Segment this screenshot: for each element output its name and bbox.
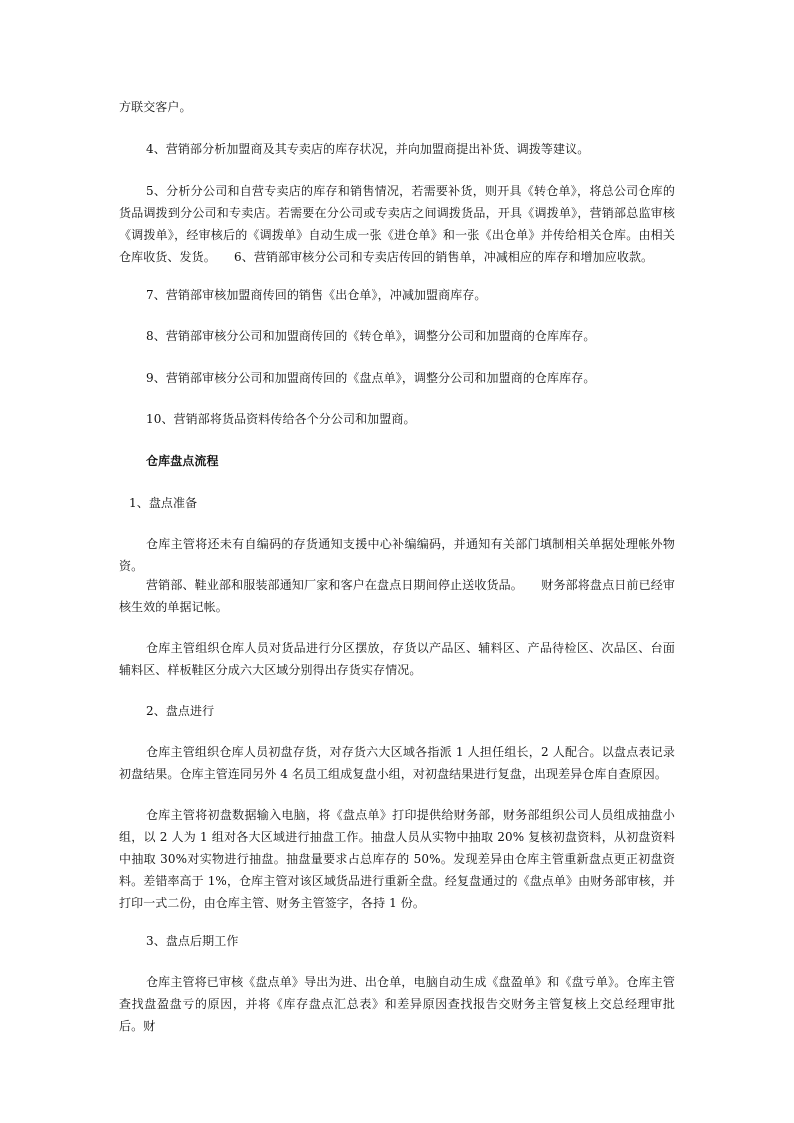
section-heading: 仓库盘点流程 (146, 454, 219, 468)
subheading-post-work: 3、盘点后期工作 (146, 934, 239, 948)
subheading-preparation: 1、盘点准备 (129, 496, 198, 510)
paragraph-preparation-3: 仓库主管组织仓库人员对货品进行分区摆放，存货以产品区、辅料区、产品待检区、次品区、台面辅料区、样板鞋区分成六大区域分别得出存货实存情况。 (119, 641, 675, 677)
paragraph-execution-1: 仓库主管组织仓库人员初盘存货，对存货六大区域各指派 1 人担任组长，2 人配合。以盘点表记录初盘结果。仓库主管连同另外 4 名员工组成复盘小组，对初盘结果进行复盘，出现差异仓库自查原因。 (119, 745, 675, 781)
paragraph-item-9: 9、营销部审核分公司和加盟商传回的《盘点单》，调整分公司和加盟商的仓库库存。 (146, 371, 596, 385)
paragraph-continuation: 方联交客户。 (119, 100, 192, 114)
paragraph-post-work-1: 仓库主管将已审核《盘点单》导出为进、出仓单，电脑自动生成《盘盈单》和《盘亏单》。仓库主管查找盘盈盘亏的原因，并将《库存盘点汇总表》和差异原因查找报告交财务主管复核上交总经理审批后。财 (119, 975, 675, 1033)
paragraph-item-10: 10、营销部将货品资料传给各个分公司和加盟商。 (146, 412, 416, 426)
paragraph-item-4: 4、营销部分析加盟商及其专卖店的库存状况，并向加盟商提出补货、调拨等建议。 (146, 142, 590, 156)
paragraph-item-8: 8、营销部审核分公司和加盟商传回的《转仓单》，调整分公司和加盟商的仓库库存。 (146, 329, 596, 343)
paragraph-preparation-1: 仓库主管将还未有自编码的存货通知支援中心补编编码，并通知有关部门填制相关单据处理帐外物资。 (119, 537, 675, 573)
paragraph-execution-2: 仓库主管将初盘数据输入电脑，将《盘点单》打印提供给财务部，财务部组织公司人员组成抽盘小组，以 2 人为 1 组对各大区域进行抽盘工作。抽盘人员从实物中抽取 20% 复核初盘资料，从初盘资料中抽取 30%对实物进行抽盘。抽盘量要求占总库存的 50%。发现差异由仓库主管重新盘点更正初盘资料。差错率高于 1%，仓库主管对该区域货品进行重新全盘。经复盘通过的《盘点单》由财务部审核，并打印一式二份，由仓库主管、财务主管签字，各持 1 份。 (119, 808, 675, 910)
paragraph-preparation-2: 营销部、鞋业部和服装部通知厂家和客户在盘点日期间停止送收货品。 财务部将盘点日前已经审核生效的单据记帐。 (119, 578, 675, 614)
paragraph-item-5-6: 5、分析分公司和自营专卖店的库存和销售情况，若需要补货，则开具《转仓单》，将总公司仓库的货品调拨到分公司和专卖店。若需要在分公司或专卖店之间调拨货品，开具《调拨单》，营销部总监审核《调拨单》，经审核后的《调拨单》自动生成一张《进仓单》和一张《出仓单》并传给相关仓库。由相关仓库收货、发货。 6、营销部审核分公司和专卖店传回的销售单，冲减相应的库存和增加应收款。 (119, 184, 675, 264)
subheading-execution: 2、盘点进行 (146, 704, 215, 718)
paragraph-item-7: 7、营销部审核加盟商传回的销售《出仓单》，冲减加盟商库存。 (146, 288, 487, 302)
